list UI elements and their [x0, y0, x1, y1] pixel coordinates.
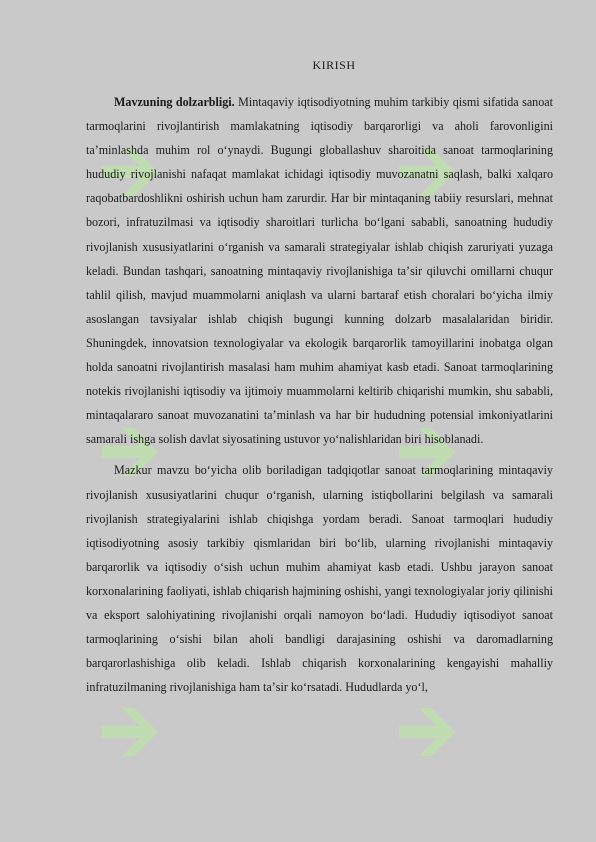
document-body	[86, 90, 553, 706]
paragraph-text: Mintaqaviy iqtisodiyotning muhim tarkibiy qismi sifatida sanoat tarmoqlarini rivojlantirish mamlakatning iqtisodiy barqarorligi va aholi farovonligini taʼminlashda muhim rol oʻynaydi. Bugungi globallashuv sharoitida sanoat tarmoqlarining hududiy rivojlanishi nafaqat mamlakat ichidagi iqtisodiy muvozanatni saqlash, balki xalqaro raqobatbardoshlikni oshirish uchun ham zarurdir. Har bir mintaqaning tabiiy resurslari, mehnat bozori, infratuzilmasi va iqtisodiy sharoitlari turlicha boʻlgani sababli, sanoatning hududiy rivojlanish xususiyatlarini oʻrganish va samarali strategiyalar ishlab chiqish zaruriyati yuzaga keladi. Bundan tashqari, sanoatning mintaqaviy rivojlanishiga taʼsir qiluvchi omillarni chuqur tahlil qilish, mavjud muammolarni aniqlash va ularni bartaraf etish choralari boʻyicha ilmiy asoslangan tavsiyalar ishlab chiqish bugungi kunning dolzarb masalalaridan biridir. Shuningdek, innovatsion texnologiyalar va ekologik barqarorlik tamoyillarini inobatga olgan holda sanoatni rivojlantirish masalasi ham muhim ahamiyat kasb etadi. Sanoat tarmoqlarining notekis rivojlanishi iqtisodiy va ijtimoiy muammolarni keltirib chiqarishi mumkin, shu sababli, mintaqalararo sanoat muvozanatini taʼminlash va har bir hududning potensial imkoniyatlarini samarali ishga solish davlat siyosatining ustuvor yoʻnalishlaridan biri hisoblanadi.	[86, 95, 554, 447]
document-title: KIRISH	[312, 58, 356, 72]
paragraph-1	[86, 90, 553, 451]
watermark-logo-icon	[98, 700, 162, 764]
paragraph-2: Mazkur mavzu boʻyicha olib boriladigan tadqiqotlar sanoat tarmoqlarining mintaqaviy rivojlanish xususiyatlarini chuqur oʻrganish, ularning istiqbollarini belgilash va samarali rivojlanish strategiyalarini ishlab chiqishga yordam beradi. Sanoat tarmoqlari hududiy iqtisodiyotning asosiy tarkibiy qismlaridan biri boʻlib, ularning rivojlanishi mintaqaviy barqarorlik va iqtisodiy oʻsish uchun muhim ahamiyat kasb etadi. Ushbu jarayon sanoat korxonalarining faoliyati, ishlab chiqarish hajmining oshishi, yangi texnologiyalar joriy qilinishi va eksport salohiyatining rivojlanishi orqali namoyon boʻladi. Hududiy iqtisodiyot sanoat tarmoqlarining oʻsishi bilan aholi bandligi darajasining oshishi va daromadlarning barqarorlashishiga olib keladi. Ishlab chiqarish korxonalarining kengayishi mahalliy infratuzilmaning rivojlanishiga ham taʼsir koʻrsatadi. Hududlarda yoʻl,	[86, 463, 553, 695]
paragraph-lead: Mavzuning dolzarbligi.	[114, 95, 235, 109]
watermark-logo-icon	[395, 700, 459, 764]
